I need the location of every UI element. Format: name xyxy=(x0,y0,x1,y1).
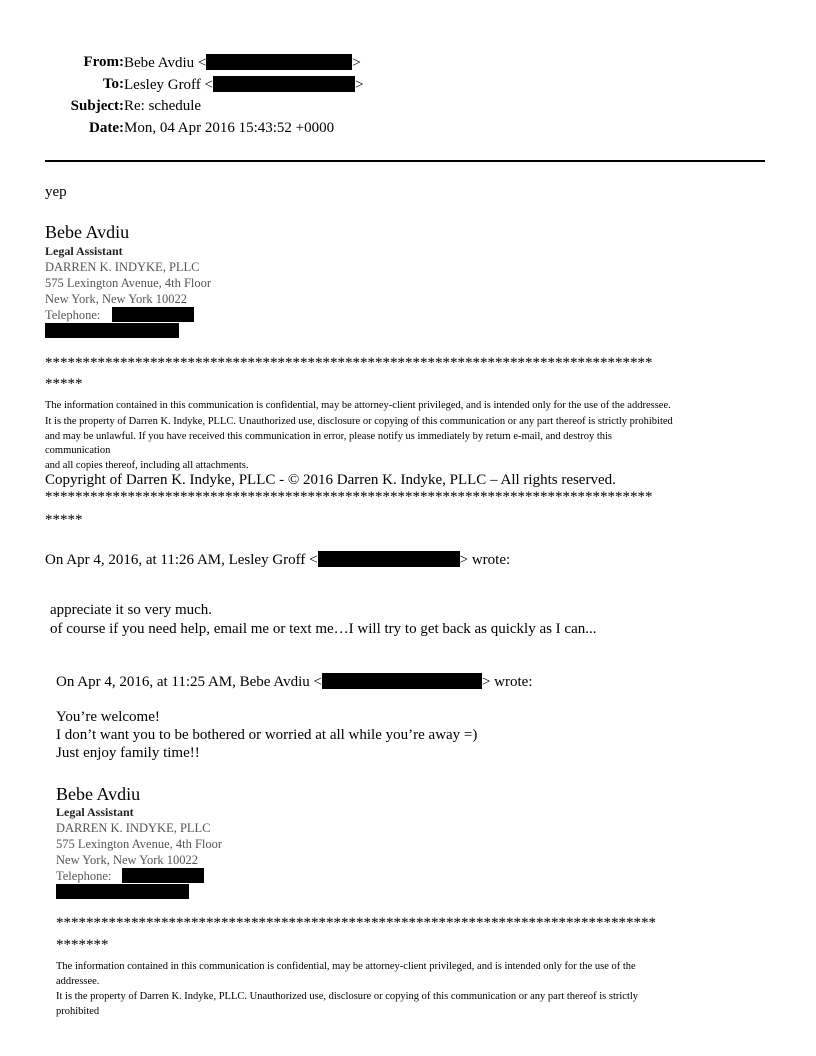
signature-address-2: New York, New York 10022 xyxy=(56,853,199,867)
signature-name: Bebe Avdiu xyxy=(56,784,141,804)
from-name: Bebe Avdiu < xyxy=(124,55,207,71)
signature-address-1: 575 Lexington Avenue, 4th Floor xyxy=(45,276,212,290)
disclaimer-text: The information contained in this communication is confidential, may be attorney-client privileged, and is intended only for the use of the xyxy=(56,961,636,972)
from-value xyxy=(124,54,361,72)
quote-intro-suffix: > wrote: xyxy=(481,674,533,690)
signature-address-1: 575 Lexington Avenue, 4th Floor xyxy=(56,837,223,851)
signature-role: Legal Assistant xyxy=(45,244,123,258)
to-label: To: xyxy=(102,76,124,92)
redacted-email xyxy=(322,673,482,689)
to-value xyxy=(124,76,363,94)
signature-firm: DARREN K. INDYKE, PLLC xyxy=(56,821,211,835)
signature-phone-label: Telephone: xyxy=(45,308,101,322)
quote-line: of course if you need help, email me or text me…I will try to get back as quickly as I can... xyxy=(50,621,597,637)
from-label: From: xyxy=(83,54,124,70)
disclaimer-separator: ***** xyxy=(45,376,83,392)
disclaimer-text: and all copies thereof, including all attachments. xyxy=(45,460,249,471)
signature-address-2: New York, New York 10022 xyxy=(45,292,188,306)
disclaimer-text: and may be unlawful. If you have received this communication in error, please notify us immediately by return e-mail, and destroy this xyxy=(45,431,612,442)
signature-firm: DARREN K. INDYKE, PLLC xyxy=(45,260,200,274)
redacted-email xyxy=(206,54,352,70)
date-value: Mon, 04 Apr 2016 15:43:52 +0000 xyxy=(124,120,335,136)
subject-label: Subject: xyxy=(70,98,124,114)
quote-intro xyxy=(56,673,532,691)
signature-phone-label: Telephone: xyxy=(56,869,112,883)
redacted-email xyxy=(45,323,179,338)
disclaimer-text: communication xyxy=(45,445,111,456)
quote-line: I don’t want you to be bothered or worried at all while you’re away =) xyxy=(56,727,478,743)
close-bracket: > xyxy=(352,55,361,71)
disclaimer-text: prohibited xyxy=(56,1006,100,1017)
quote-line: You’re welcome! xyxy=(56,709,160,725)
disclaimer-separator: ********************************************************************************* xyxy=(45,489,653,505)
header-divider xyxy=(45,160,765,162)
date-label: Date: xyxy=(89,120,124,136)
quote-intro-text: On Apr 4, 2016, at 11:26 AM, Lesley Groff < xyxy=(45,552,318,568)
disclaimer-separator: ********************************************************************************* xyxy=(45,355,653,371)
copyright-notice: Copyright of Darren K. Indyke, PLLC - © 2016 Darren K. Indyke, PLLC – All rights reserved. xyxy=(45,472,616,488)
quote-intro xyxy=(45,551,510,569)
quote-intro-suffix: > wrote: xyxy=(459,552,511,568)
disclaimer-separator: ******************************************************************************** xyxy=(56,915,656,931)
disclaimer-text: The information contained in this communication is confidential, may be attorney-client privileged, and is intended only for the use of the addressee. xyxy=(45,400,671,411)
disclaimer-text: It is the property of Darren K. Indyke, PLLC. Unauthorized use, disclosure or copying of this communication or any part thereof is strictly xyxy=(56,991,639,1002)
disclaimer-text: addressee. xyxy=(56,976,100,987)
to-name: Lesley Groff < xyxy=(124,77,213,93)
quote-line: appreciate it so very much. xyxy=(50,602,213,618)
redacted-email xyxy=(318,551,460,567)
redacted-phone xyxy=(122,868,204,883)
disclaimer-text: It is the property of Darren K. Indyke, PLLC. Unauthorized use, disclosure or copying of this communication or any part thereof is strictly prohibited xyxy=(45,416,673,427)
disclaimer-separator: ******* xyxy=(56,937,109,953)
redacted-email xyxy=(56,884,189,899)
signature-name: Bebe Avdiu xyxy=(45,222,130,242)
redacted-phone xyxy=(112,307,194,322)
redacted-email xyxy=(213,76,355,92)
disclaimer-separator: ***** xyxy=(45,512,83,528)
quote-intro-text: On Apr 4, 2016, at 11:25 AM, Bebe Avdiu < xyxy=(56,674,322,690)
close-bracket: > xyxy=(355,77,364,93)
quote-line: Just enjoy family time!! xyxy=(56,745,200,761)
message-body: yep xyxy=(45,184,67,200)
signature-role: Legal Assistant xyxy=(56,805,134,819)
subject-value: Re: schedule xyxy=(124,98,202,114)
